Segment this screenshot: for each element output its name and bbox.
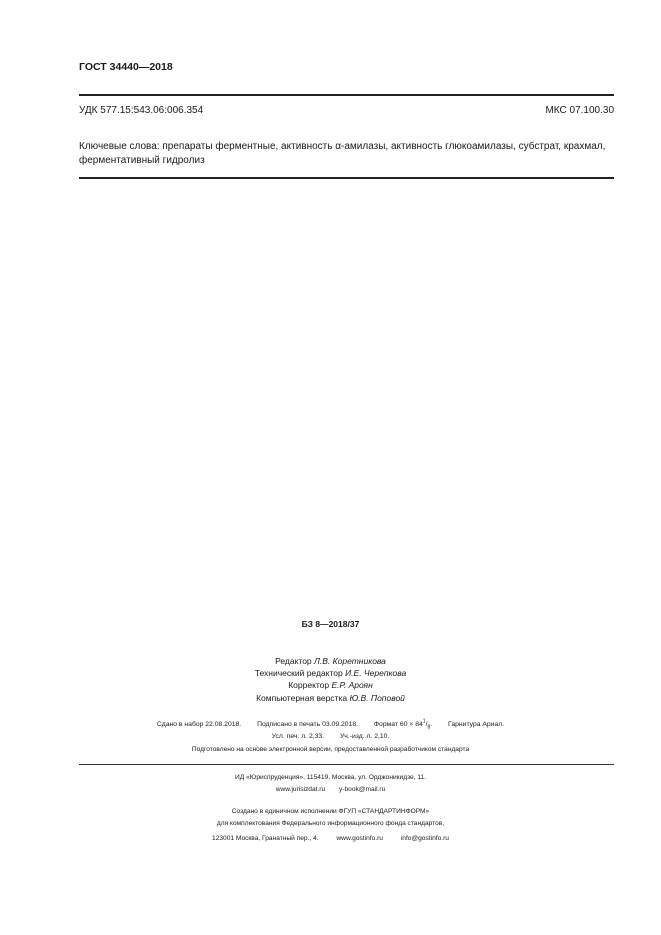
mks-code: МКС 07.100.30	[545, 105, 614, 116]
publisher-sheets: Уч.-изд. л. 2,10.	[339, 732, 390, 740]
made-contacts	[0, 833, 661, 845]
print-sheets: Усл. печ. л. 2,33.	[271, 732, 325, 740]
made-info	[0, 806, 661, 845]
tech-editor-line	[0, 667, 661, 679]
publisher-address: ИД «Юриспруденция», 115419, Москва, ул. Орджоникидзе, 11.	[234, 774, 427, 781]
format-prefix: Формат 60 × 84	[373, 721, 423, 729]
staff-block	[0, 655, 661, 704]
editor-line	[0, 655, 661, 667]
layout-name: Ю.В. Поповой	[349, 692, 405, 703]
made-line-2: для комплектования Федерального информационного фонда стандартов,	[216, 819, 445, 827]
made-line-1: Создано в единичном исполнении ФГУП «СТАНДАРТИНФОРМ»	[231, 808, 430, 815]
corrector-line	[0, 679, 661, 691]
made-email-link[interactable]: info@gostinfo.ru	[400, 835, 449, 842]
bz-number: БЗ 8—2018/37	[301, 619, 360, 629]
format-numerator: 1	[422, 719, 426, 725]
keywords-rule	[79, 177, 614, 179]
tech-editor-name: И.Е. Черепкова	[345, 668, 407, 679]
prepared-note: Подготовлено на основе электронной версии, предоставленной разработчиком стандарта	[191, 746, 470, 753]
layout-role: Компьютерная верстка	[256, 692, 348, 703]
publisher-contacts	[0, 784, 661, 796]
publisher-email-link[interactable]: y-book@mail.ru	[339, 786, 386, 793]
publisher-info	[0, 772, 661, 796]
printing-line-2	[0, 733, 661, 740]
signed-date: Подписано в печать 03.09.2018.	[257, 721, 358, 729]
keywords: Ключевые слова: препараты ферментные, активность α-амилазы, активность глюкоамилазы, субстрат, крахмал, ферментативный гидролиз	[79, 141, 606, 166]
corrector-name: Е.Р. Ароян	[331, 680, 373, 691]
made-address: 123001 Москва, Гранатный пер., 4.	[212, 835, 319, 842]
made-site-link[interactable]: www.gostinfo.ru	[336, 835, 383, 842]
typeface: Гарнитура Ариал.	[448, 721, 505, 729]
editor-name: Л.В. Коретникова	[314, 656, 386, 666]
publisher-site-link[interactable]: www.jurisizdat.ru	[275, 786, 326, 793]
tech-editor-role: Технический редактор	[254, 668, 343, 679]
top-rule	[79, 94, 614, 96]
format-info: Формат $60 \times 84^1/_8$.	[373, 719, 433, 731]
printing-line-1	[0, 719, 661, 731]
editor-role: Редактор	[275, 656, 312, 666]
corrector-role: Корректор	[288, 680, 330, 691]
printing-details	[0, 719, 661, 740]
submitted-date: Сдано в набор 22.08.2018.	[156, 721, 242, 729]
udk-code: УДК 577.15:543.06:006.354	[79, 105, 204, 116]
format-denominator: 8	[427, 724, 431, 731]
layout-line	[0, 692, 661, 704]
standard-code: ГОСТ 34440—2018	[79, 61, 173, 73]
publisher-rule	[79, 764, 614, 765]
